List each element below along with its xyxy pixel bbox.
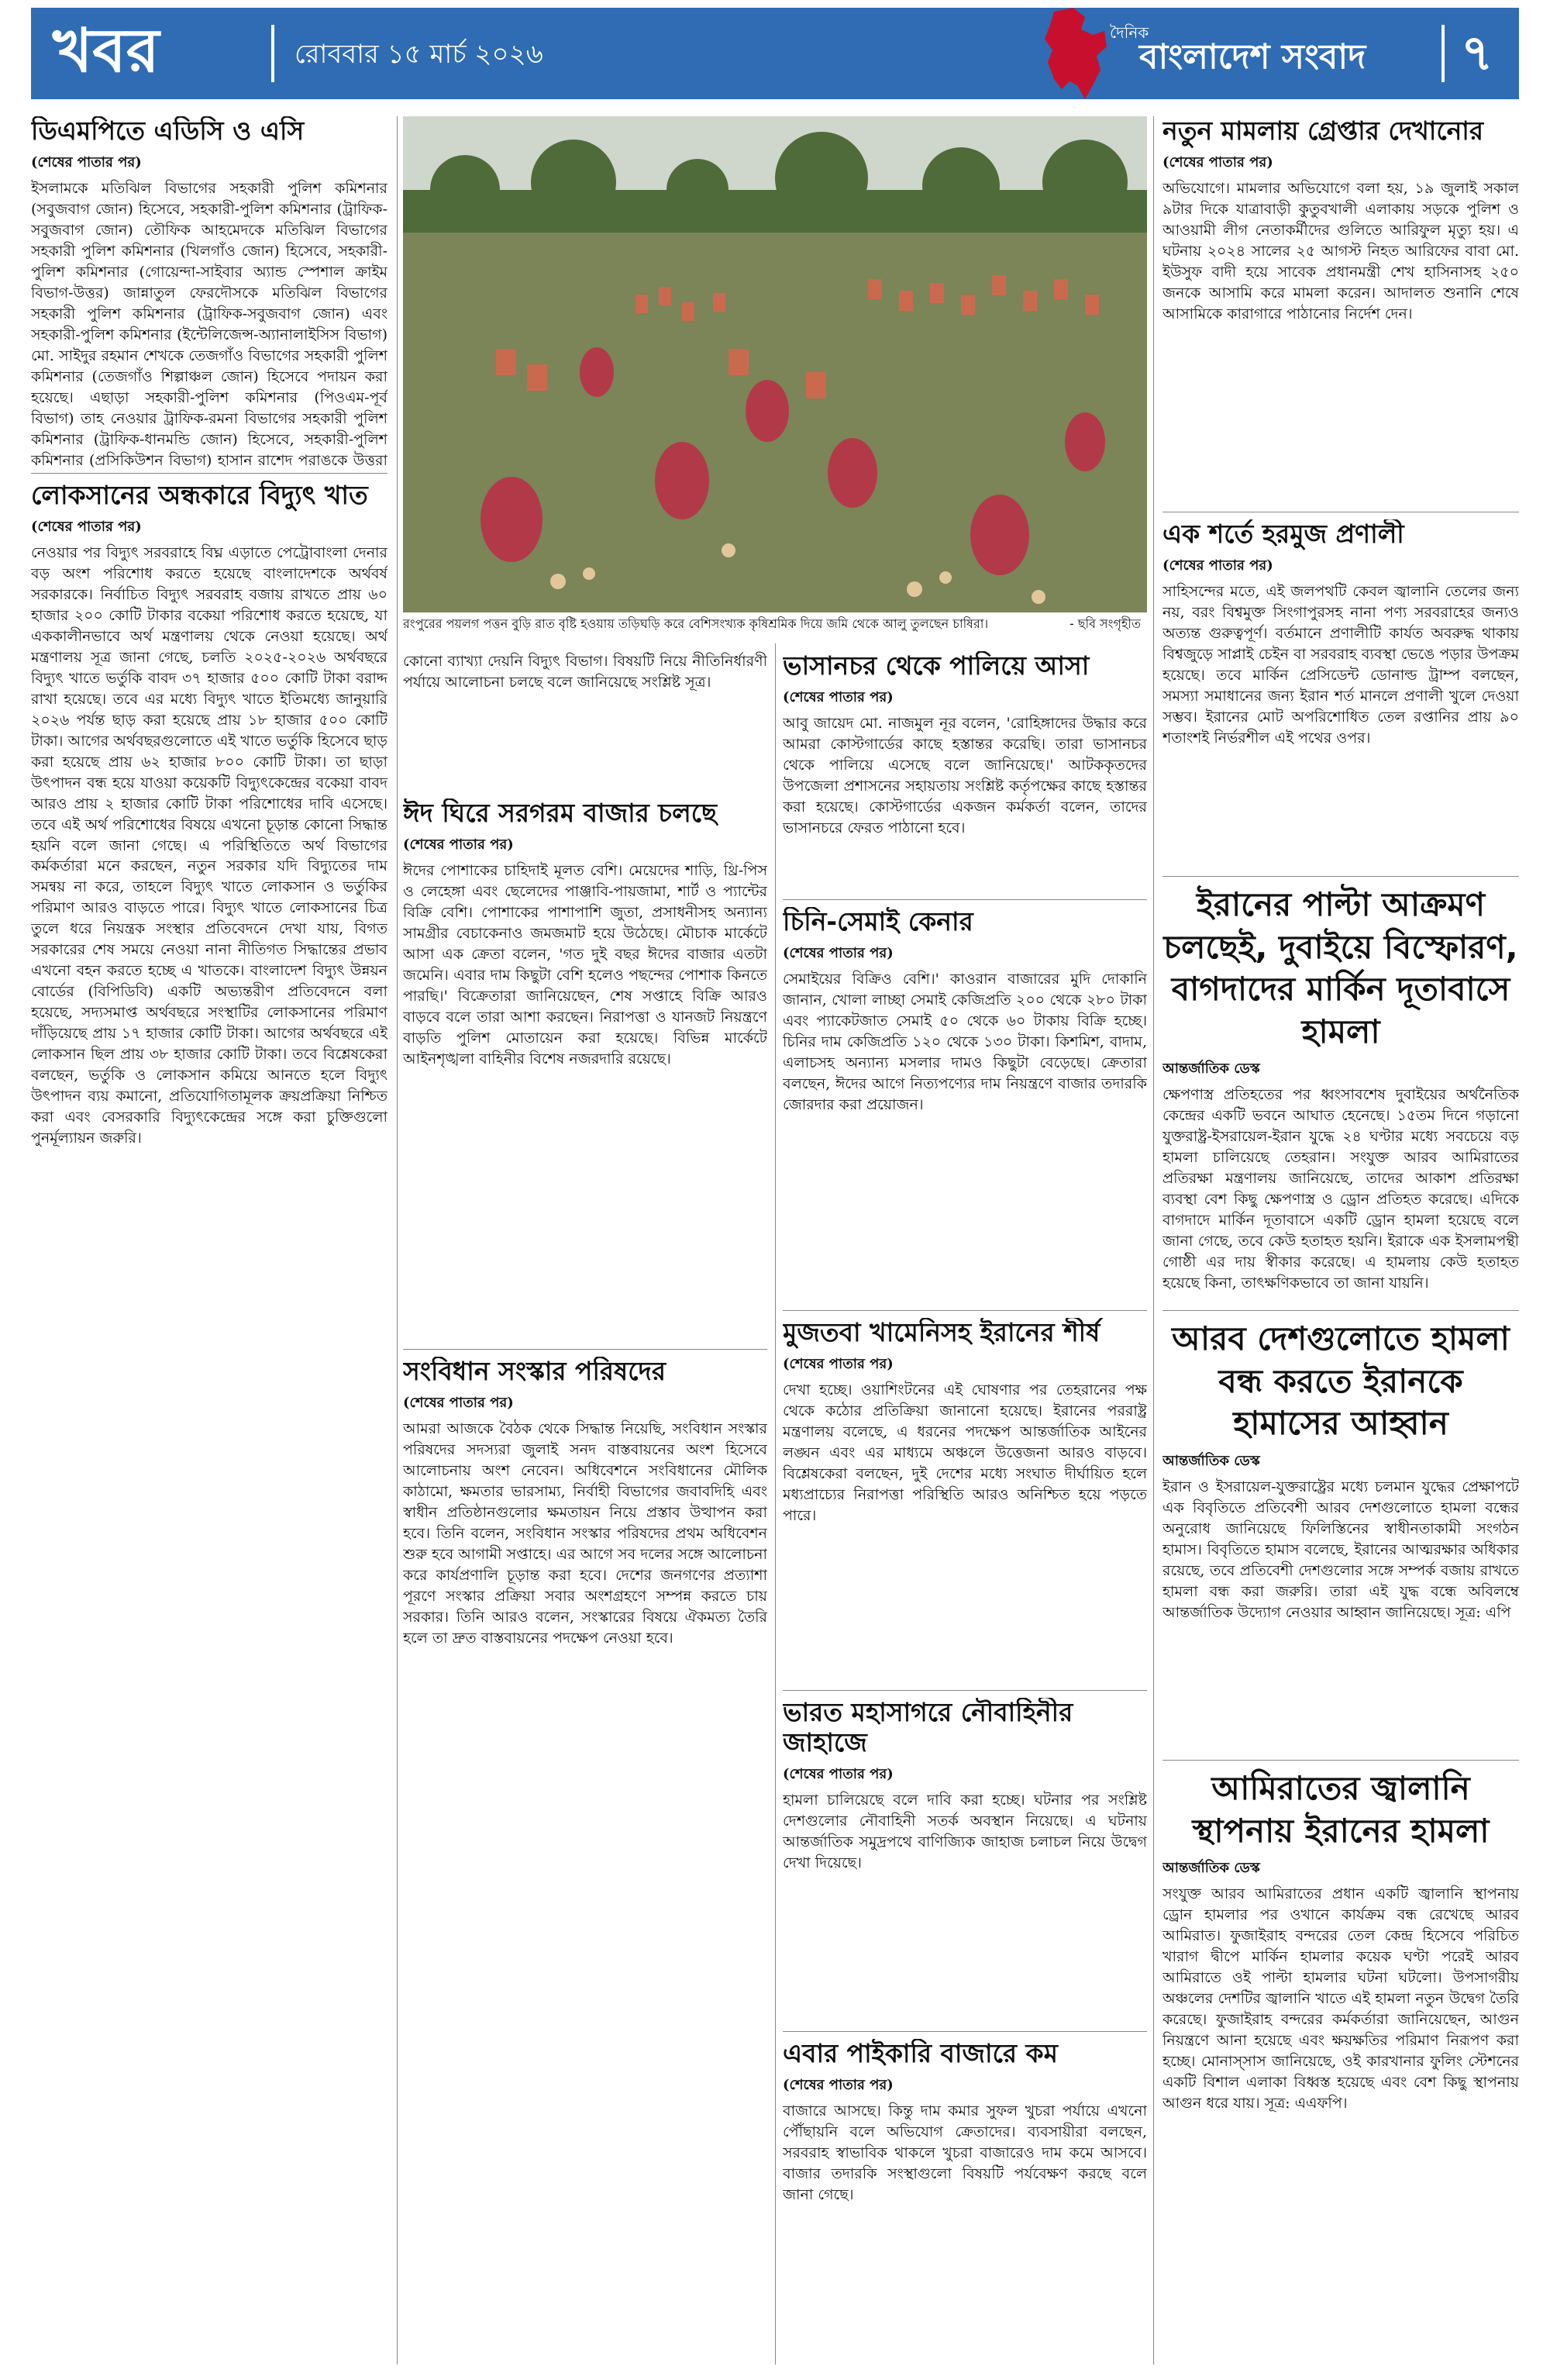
- bangladesh-map-icon: [1038, 8, 1108, 99]
- desk-label: আন্তর্জাতিক ডেস্ক: [1162, 1061, 1260, 1078]
- article-body: অভিযোগে। মামলার অভিযোগে বলা হয়, ১৯ জুলাই সকাল ৯টার দিকে যাত্রাবাড়ী কুতুবখালী এলাকায় সড়কে পুলিশ ও আওয়ামী লীগ নেতাকর্মীদের গুলিতে আরিফুল মৃত্যু হয়। এ ঘটনায় ২০২৪ সালের ২৫ আগস্ট নিহত আরিফের বাবা মো. ইউসুফ বাদী হয়ে সাবেক প্রধানমন্ত্রী শেখ হাসিনাসহ ২৫০ জনকে আসামি করে মামলা করেন। আদালত শুনানি শেষে আসামিকে কারাগারে পাঠানোর নির্দেশ দেন।: [1162, 179, 1519, 323]
- article-wholesale: [783, 2039, 1147, 2364]
- article-constitution: [403, 1357, 767, 2364]
- article-body: ইরান ও ইসরায়েল-যুক্তরাষ্ট্রের মধ্যে চলমান যুদ্ধের প্রেক্ষাপটে এক বিবৃতিতে প্রতিবেশী আরব দেশগুলোতে হামলা বন্ধের অনুরোধ জানিয়েছে ফিলিস্তিনের স্বাধীনতাকামী সংগঠন হামাস। বিবৃতিতে হামাস বলেছে, ইরানের আত্মরক্ষার অধিকার রয়েছে, তবে প্রতিবেশী দেশগুলোর সঙ্গে সম্পর্ক বজায় রাখতে হামলা বন্ধ করা জরুরি। তারা এই যুদ্ধ বন্ধে অবিলম্বে আন্তর্জাতিক উদ্যোগ নেওয়ার আহ্বান জানিয়েছে। সূত্র: এপি: [1162, 1478, 1519, 1621]
- potato-field-image: [403, 116, 1147, 612]
- headline: লোকসানের অন্ধকারে বিদ্যুৎ খাত: [31, 481, 368, 510]
- article-hormuz: [1162, 519, 1519, 868]
- masthead-divider: [271, 25, 274, 82]
- continued-label: (শেষের পাতার পর): [783, 1765, 894, 1782]
- continued-label: (শেষের পাতার পর): [783, 2076, 894, 2093]
- article-bhasanchar: [783, 651, 1147, 892]
- continued-label: (শেষের পাতার পর): [403, 1394, 514, 1411]
- headline: ভারত মহাসাগরে নৌবাহিনীর জাহাজে: [783, 1698, 1073, 1757]
- article-power: [31, 481, 388, 2364]
- column-rule: [775, 643, 776, 2364]
- headline: ঈদ ঘিরে সরগরম বাজার চলছে: [403, 799, 717, 828]
- headline: এক শর্তে হরমুজ প্রণালী: [1162, 519, 1404, 549]
- headline: মুজতবা খামেনিসহ ইরানের শীর্ষ: [783, 1318, 1100, 1347]
- continued-label: (শেষের পাতার পর): [31, 518, 142, 535]
- article-sugar: [783, 907, 1147, 1302]
- article-body: ইসলামকে মতিঝিল বিভাগের সহকারী পুলিশ কমিশনার (সবুজবাগ জোন) হিসেবে, সহকারী-পুলিশ কমিশনার (ট্রাফিক-সবুজবাগ জোন) তৌফিক আহমেদকে মতিঝিল বিভাগের সহকারী পুলিশ কমিশনার (খিলগাঁও জোন) হিসেবে, সহকারী-পুলিশ কমিশনার (গোয়েন্দা-সাইবার অ্যান্ড স্পেশাল ক্রাইম বিভাগ-উত্তর) জান্নাতুল ফেরদৌসকে মতিঝিল বিভাগের সহকারী পুলিশ কমিশনার (ট্রাফিক-সবুজবাগ জোন) এবং সহকারী-পুলিশ কমিশনার (ইন্টেলিজেন্স-অ্যানালাইসিস বিভাগ) মো. সাইদুর রহমান শেখকে তেজগাঁও বিভাগের সহকারী পুলিশ কমিশনার (তেজগাঁও শিল্পাঞ্চল জোন) হিসেবে পদায়ন করা হয়েছে। এছাড়া সহকারী-পুলিশ কমিশনার (পিওএম-পূর্ব বিভাগ) তাহ নেওয়ার ট্রাফিক-রমনা বিভাগের সহকারী পুলিশ কমিশনার (ট্রাফিক-ধানমন্ডি জোন) হিসেবে, সহকারী-পুলিশ কমিশনার (প্রসিকিউশন বিভাগ) হাসান রাশেদ পরাঙকে উত্তরা: [31, 179, 388, 469]
- article-iran-counter: [1162, 884, 1519, 1302]
- article-body: বাজারে আসছে। কিন্তু দাম কমার সুফল খুচরা পর্যায়ে এখনো পৌঁছায়নি বলে অভিযোগ ক্রেতাদের। ব্যবসায়ীরা বলছেন, সরবরাহ স্বাভাবিক থাকলে খুচরা বাজারেও দাম কমে আসবে। বাজার তদারকি সংস্থাগুলো বিষয়টি পর্যবেক্ষণ করছে বলে জানা গেছে।: [783, 2102, 1147, 2203]
- article-body: দেখা হচ্ছে। ওয়াশিংটনের এই ঘোষণার পর তেহরানের পক্ষ থেকে কঠোর প্রতিক্রিয়া জানানো হয়েছে। ইরানের পররাষ্ট্র মন্ত্রণালয় বলেছে, এ ধরনের পদক্ষেপ আন্তর্জাতিক আইনের লঙ্ঘন এবং এর মাধ্যমে অঞ্চলে উত্তেজনা আরও বাড়বে। বিশ্লেষকেরা বলছেন, দুই দেশের মধ্যে সংঘাত দীর্ঘায়িত হলে মধ্যপ্রাচ্যের নিরাপত্তা পরিস্থিতি আরও অনিশ্চিত হয়ে পড়তে পারে।: [783, 1381, 1147, 1524]
- article-body: আমরা আজকে বৈঠক থেকে সিদ্ধান্ত নিয়েছি, সংবিধান সংস্কার পরিষদের সদস্যরা জুলাই সনদ বাস্তবায়নের অংশ হিসেবে আলোচনায় অংশ নেবেন। অধিবেশনে সংবিধানের মৌলিক কাঠামো, ক্ষমতার ভারসাম্য, নির্বাহী বিভাগের জবাবদিহি এবং স্বাধীন প্রতিষ্ঠানগুলোর ক্ষমতায়ন নিয়ে প্রস্তাব উত্থাপন করা হবে। তিনি বলেন, সংবিধান সংস্কার পরিষদের প্রথম অধিবেশন শুরু হবে আগামী সপ্তাহে। এর আগে সব দলের সঙ্গে আলোচনা করে কার্যপ্রণালি চূড়ান্ত করা হবে। দেশের জনগণের প্রত্যাশা পূরণে সংস্কার প্রক্রিয়া সবার অংশগ্রহণে সম্পন্ন করতে চায় সরকার। তিনি আরও বলেন, সংস্কারের বিষয়ে ঐকমত্য তৈরি হলে তা দ্রুত বাস্তবায়নের পদক্ষেপ নেওয়া হবে।: [403, 1419, 767, 1647]
- headline: ডিএমপিতে এডিসি ও এসি: [31, 116, 305, 146]
- article-body: হামলা চালিয়েছে বলে দাবি করা হচ্ছে। ঘটনার পর সংশ্লিষ্ট দেশগুলোর নৌবাহিনী সতর্ক অবস্থান নিয়েছে। এ ঘটনায় আন্তর্জাতিক সমুদ্রপথে বাণিজ্যিক জাহাজ চলাচল নিয়ে উদ্বেগ দেখা দিয়েছে।: [783, 1791, 1147, 1871]
- headline: ইরানের পাল্টা আক্রমণ চলছেই, দুবাইয়ে বিস্ফোরণ, বাগদাদের মার্কিন দূতাবাসে হামলা: [1163, 885, 1518, 1050]
- article-uae-energy: [1162, 1768, 1519, 2364]
- continued-label: (শেষের পাতার পর): [783, 688, 894, 705]
- headline: চিনি-সেমাই কেনার: [783, 907, 973, 936]
- article-body: কোনো ব্যাখ্যা দেয়নি বিদ্যুৎ বিভাগ। বিষয়টি নিয়ে নীতিনির্ধারণী পর্যায়ে আলোচনা চলছে বলে জানিয়েছে সংশ্লিষ্ট সূত্র।: [403, 653, 767, 691]
- article-divider: [403, 1349, 767, 1350]
- article-divider: [783, 2031, 1147, 2032]
- continued-label: (শেষের পাতার পর): [783, 1355, 894, 1372]
- article-body: সেমাইয়ের বিক্রিও বেশি।' কাওরান বাজারের মুদি দোকানি জানান, খোলা লাচ্ছা সেমাই কেজিপ্রতি ২০০ থেকে ২৮০ টাকা এবং প্যাকেটজাত সেমাই ৫০ থেকে ৬০ টাকায় বিক্রি হচ্ছে। চিনির দাম কেজিপ্রতি ১২০ থেকে ১৩০ টাকা। কিশমিশ, বাদাম, এলাচসহ অন্যান্য মসলার দামও কিছুটা বেড়েছে। ক্রেতারা বলছেন, ঈদের আগে নিত্যপণ্যের দাম নিয়ন্ত্রণে বাজার তদারকি জোরদার করা প্রয়োজন।: [783, 970, 1147, 1113]
- column-rule: [397, 116, 398, 2364]
- masthead-divider: [1442, 25, 1445, 82]
- article-divider: [1162, 876, 1519, 877]
- headline: নতুন মামলায় গ্রেপ্তার দেখানোর: [1162, 116, 1484, 146]
- column-rule: [1153, 116, 1154, 2364]
- article-divider: [783, 1310, 1147, 1311]
- continued-label: (শেষের পাতার পর): [403, 836, 514, 853]
- article-body: সংযুক্ত আরব আমিরাতের প্রধান একটি জ্বালানি স্থাপনায় ড্রোন হামলার পর ওখানে কার্যক্রম বন্ধ রেখেছে আরব আমিরাত। ফুজাইরাহ বন্দরের তেল কেন্দ্র হিসেবে পরিচিত খারাগ দ্বীপে মার্কিন হামলার কয়েক ঘণ্টা পরেই আরব আমিরাতে ওই পাল্টা হামলার ঘটনা ঘটলো। উপসাগরীয় অঞ্চলের দেশটির জ্বালানি খাতে এই হামলা নতুন উদ্বেগ তৈরি করেছে। ফুজাইরাহ বন্দরের কর্মকর্তারা জানিয়েছেন, আগুন নিয়ন্ত্রণে আনা হয়েছে এবং ক্ষয়ক্ষতির পরিমাণ নিরূপণ করা হচ্ছে। মোনাস্সাস জানিয়েছে, ওই কারখানার ফুলিং স্টেশনের একটি বিশাল এলাকা বিধ্বস্ত হয়েছে এবং বেশ কিছু স্থাপনায় আগুন ধরে যায়। সূত্র: এএফপি।: [1162, 1885, 1519, 2112]
- article-dmp: [31, 116, 388, 469]
- masthead: [31, 8, 1519, 99]
- photo-credit: - ছবি সংগৃহীত: [1069, 616, 1141, 631]
- article-body: ক্ষেপণাস্ত্র প্রতিহতের পর ধ্বংসাবশেষ দুবাইয়ের অর্থনৈতিক কেন্দ্রের একটি ভবনে আঘাত হেনেছে। ১৫তম দিনে গড়ানো যুক্তরাষ্ট্র-ইসরায়েল-ইরান যুদ্ধে ২৪ ঘণ্টার মধ্যে সবচেয়ে বড় হামলা চালিয়েছে তেহরান। সংযুক্ত আরব আমিরাতের প্রতিরক্ষা মন্ত্রণালয় জানিয়েছে, তাদের আকাশ প্রতিরক্ষা ব্যবস্থা বেশ কিছু ক্ষেপণাস্ত্র ও ড্রোন প্রতিহত করেছে। এদিকে বাগদাদে মার্কিন দূতাবাসে একটি ড্রোন হামলা হয়েছে বলে জানা গেছে, তবে কেউ হতাহত হয়নি। ইরাকে এক ইসলামপন্থী গোষ্ঠী এর দায় স্বীকার করেছে। এ হামলায় কেউ হতাহত হয়েছে কিনা, তাৎক্ষণিকভাবে তা জানা যায়নি।: [1162, 1086, 1519, 1292]
- article-body: নেওয়ার পর বিদ্যুৎ সরবরাহে বিঘ্ন এড়াতে পেট্রোবাংলা দেনার বড় অংশ পরিশোধ করতে হয়েছে বাংলাদেশকে অর্থবর্ষ সরকারকে। নির্বাচিত বিদ্যুৎ সরবরাহ বজায় রাখতে প্রায় ৬০ হাজার ২০০ কোটি টাকার বকেয়া পরিশোধ করতে হয়েছে, যা এককালীনভাবে অর্থ মন্ত্রণালয় থেকে নেওয়া হয়েছে। অর্থ মন্ত্রণালয় সূত্র জানা গেছে, চলতি ২০২৫-২০২৬ অর্থবছরে বিদ্যুৎ খাতে ভর্তুকি বাবদ ৩৭ হাজার ৫০০ কোটি টাকা বরাদ্দ রাখা হয়েছে। তবে এর মধ্যে বিদ্যুৎ খাতে ইতিমধ্যে জানুয়ারি ২০২৬ পর্যন্ত ছাড় করা হয়েছে প্রায় ১৮ হাজার ৫০০ কোটি টাকা। আগের অর্থবছরগুলোতে এই খাতে ভর্তুকি হিসেবে ছাড় করা হয়েছে প্রায় ৬২ হাজার ৮০০ কোটি টাকা। তা ছাড়া উৎপাদন বন্ধ হয়ে যাওয়া কয়েকটি বিদ্যুৎকেন্দ্রের বকেয়া বাবদ আরও প্রায় ২ হাজার কোটি টাকা পরিশোধের দাবি এসেছে। তবে এই অর্থ পরিশোধের বিষয়ে এখনো চূড়ান্ত কোনো সিদ্ধান্ত হয়নি বলে জানা গেছে। এ পরিস্থিতিতে অর্থ বিভাগের কর্মকর্তারা মনে করছেন, নতুন সরকার যদি বিদ্যুতের দাম সমন্বয় না করে, তাহলে বিদ্যুৎ খাতে লোকসান ও ভর্তুকির পরিমাণ আরও বাড়তে পারে। বিদ্যুৎ খাতে লোকসানের চিত্র তুলে ধরে নিয়ন্ত্রক সংস্থার প্রতিবেদনে দেখা যায়, বিগত সরকারের শেষ সময়ে নেওয়া নানা নীতিগত সিদ্ধান্তের প্রভাব এখনো বহন করতে হচ্ছে এ খাতকে। বাংলাদেশ বিদ্যুৎ উন্নয়ন বোর্ডের (বিপিডিবি) একটি অভ্যন্তরীণ প্রতিবেদনে বলা হয়েছে, সদ্যসমাপ্ত অর্থবছরে সংস্থাটির লোকসানের পরিমাণ দাঁড়িয়েছে প্রায় ১৭ হাজার কোটি টাকা। আগের অর্থবছরে এই লোকসান ছিল প্রায় ৩৮ হাজার কোটি টাকা। তবে বিশ্লেষকেরা বলছেন, ভর্তুকি ও লোকসান কমিয়ে আনতে হলে বিদ্যুৎ উৎপাদন ব্যয় কমানো, প্রতিযোগিতামূলক ক্রয়প্রক্রিয়া নিশ্চিত করা এবং বেসরকারি বিদ্যুৎকেন্দ্রের সঙ্গে করা চুক্তিগুলো পুনর্মূল্যায়ন জরুরি।: [31, 543, 388, 1147]
- headline: আরব দেশগুলোতে হামলা বন্ধ করতে ইরানকে হামাসের আহ্বান: [1172, 1319, 1510, 1443]
- article-divider: [31, 473, 388, 474]
- article-arab-call: [1162, 1318, 1519, 1752]
- news-photo: [403, 116, 1147, 612]
- headline: আমিরাতের জ্বালানি স্থাপনায় ইরানের হামলা: [1192, 1769, 1490, 1850]
- article-body: আবু জায়েদ মো. নাজমুল নূর বলেন, 'রোহিঙ্গাদের উদ্ধার করে আমরা কোস্টগার্ডের কাছে হস্তান্তর করেছি। তারা ভাসানচর থেকে পালিয়ে এসেছে বলে জানিয়েছে।' আটককৃতদের উপজেলা প্রশাসনের সহায়তায় সংশ্লিষ্ট কর্তৃপক্ষের কাছে হস্তান্তর করা হয়েছে। কোস্টগার্ডের একজন কর্মকর্তা বলেন, তাদের ভাসানচরে ফেরত পাঠানো হবে।: [783, 714, 1147, 836]
- continued-label: (শেষের পাতার পর): [31, 153, 142, 171]
- article-arrest: [1162, 116, 1519, 504]
- article-divider: [783, 1690, 1147, 1691]
- article-body: সাহিসন্দের মতে, এই জলপথটি কেবল জ্বালানি তেলের জন্য নয়, বরং বিশ্বমুক্ত সিংগাপুরসহ নানা পণ্য সরবরাহের জন্যও অত্যন্ত গুরুত্বপূর্ণ। বর্তমানে প্রণালীটি কার্যত অবরুদ্ধ থাকায় বিশ্বজুড়ে সাপ্লাই চেইন বা সরবরাহ ব্যবস্থা ভেঙে পড়ার উপক্রম হয়েছে। তবে মার্কিন প্রেসিডেন্ট ডোনাল্ড ট্রাম্প বলছেন, সমস্যা সমাধানের জন্য ইরান শর্ত মানলে প্রণালী খুলে দেওয়া সম্ভব। ইরানের মোট অপরিশোধিত তেল রপ্তানির প্রায় ৯০ শতাংশই নির্ভরশীল এই পথের ওপর।: [1162, 582, 1519, 747]
- continued-label: (শেষের পাতার পর): [1162, 557, 1273, 574]
- article-navy: [783, 1698, 1147, 2023]
- caption-text: রংপুরের পয়লগ পত্তন বুড়ি রাত বৃষ্টি হওয়ায় তড়িঘড়ি করে বেশিসংখ্যক কৃষিশ্রমিক দিয়ে জমি থেকে আলু তুলছেন চাষিরা।: [403, 616, 989, 631]
- continued-label: (শেষের পাতার পর): [1162, 153, 1273, 171]
- headline: এবার পাইকারি বাজারে কম: [783, 2039, 1058, 2068]
- headline: সংবিধান সংস্কার পরিষদের: [403, 1357, 666, 1386]
- article-khamenei: [783, 1318, 1147, 1682]
- article-eid-market: [403, 799, 767, 1341]
- section-title: খবর: [53, 16, 160, 86]
- continued-label: (শেষের পাতার পর): [783, 944, 894, 961]
- article-body: ঈদের পোশাকের চাহিদাই মূলত বেশি। মেয়েদের শাড়ি, থ্রি-পিস ও লেহেঙ্গা এবং ছেলেদের পাঞ্জাবি-পায়জামা, শার্ট ও প্যান্টের বিক্রি বেশি। পোশাকের পাশাপাশি জুতা, প্রসাধনীসহ অন্যান্য সামগ্রীর বেচাকেনাও জমজমাট হয়ে উঠেছে। মৌচাক মার্কেটে আসা এক ক্রেতা বলেন, 'গত দুই বছর ঈদের বাজার এতটা জমেনি। এবার দাম কিছুটা বেশি হলেও পছন্দের পোশাক কিনতে পারছি।' বিক্রেতারা জানিয়েছেন, শেষ সপ্তাহে বিক্রি আরও বাড়বে বলে তারা আশা করছেন। নিরাপত্তা ও যানজট নিয়ন্ত্রণে বাড়তি পুলিশ মোতায়েন করা হয়েছে। বিভিন্ন মার্কেটে আইনশৃঙ্খলা বাহিনীর বিশেষ নজরদারি রয়েছে।: [403, 861, 767, 1068]
- paper-name: বাংলাদেশ সংবাদ: [1139, 37, 1366, 77]
- desk-label: আন্তর্জাতিক ডেস্ক: [1162, 1452, 1260, 1469]
- paper-daily-label: দৈনিক: [1110, 23, 1149, 42]
- article-divider: [1162, 1760, 1519, 1761]
- page-number: ৭: [1461, 25, 1493, 82]
- headline: ভাসানচর থেকে পালিয়ে আসা: [783, 651, 1090, 681]
- photo-caption: [403, 616, 1147, 633]
- article-divider: [1162, 1310, 1519, 1311]
- article-divider: [783, 899, 1147, 900]
- desk-label: আন্তর্জাতিক ডেস্ক: [1162, 1860, 1260, 1877]
- issue-date: রোববার ১৫ মার্চ ২০২৬: [294, 39, 543, 70]
